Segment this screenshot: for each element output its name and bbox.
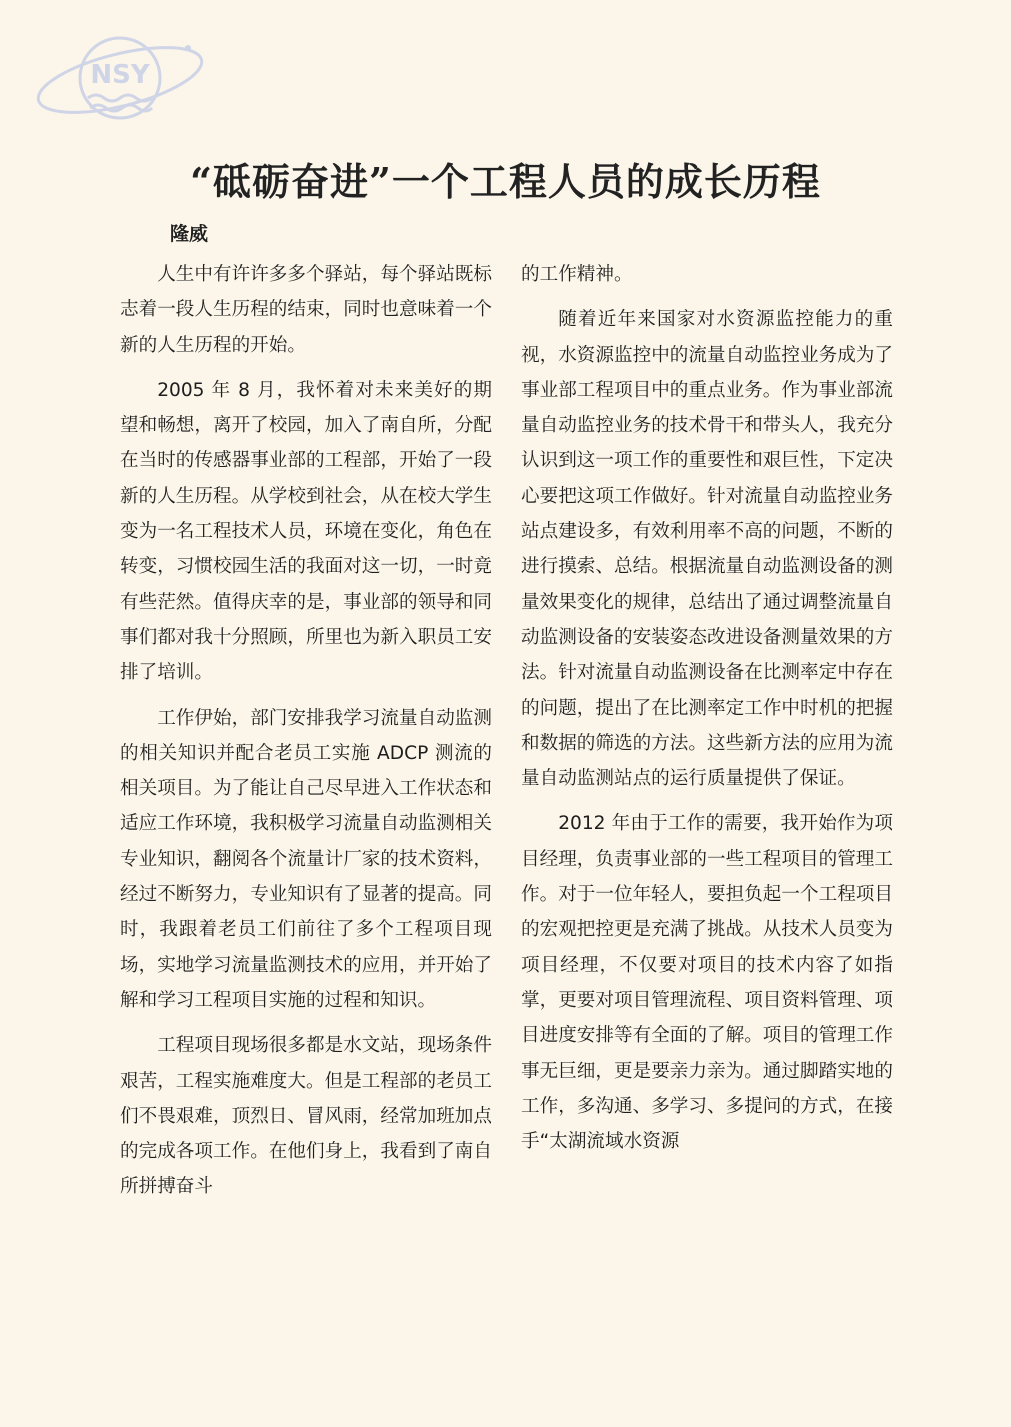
paragraph: 2005 年 8 月，我怀着对未来美好的期望和畅想，离开了校园，加入了南自所，分配在当时的传感器事业部的工程部，开始了一段新的人生历程。从学校到社会，从在校大学生变为一名工程技术人员，环境在变化，角色在转变，习惯校园生活的我面对这一切，一时竟有些茫然。值得庆幸的是，事业部的领导和同事们都对我十分照顾，所里也为新入职员工安排了培训。: [120, 379, 492, 684]
paragraph: 工作伊始，部门安排我学习流量自动监测的相关知识并配合老员工实施 ADCP 测流的相关项目。为了能让自己尽早进入工作状态和适应工作环境，我积极学习流量自动监测相关专业知识，翻阅各个流量计厂家的技术资料，经过不断努力，专业知识有了显著的提高。同时，我跟着老员工们前往了多个工程项目现场，实地学习流量监测技术的应用，并开始了解和学习工程项目实施的过程和知识。: [120, 707, 492, 1011]
paragraph: 2012 年由于工作的需要，我开始作为项目经理，负责事业部的一些工程项目的管理工作。对于一位年轻人，要担负起一个工程项目的宏观把控更是充满了挑战。从技术人员变为项目经理，不仅要对项目的技术内容了如指掌，更要对项目管理流程、项目资料管理、项目进度安排等有全面的了解。项目的管理工作事无巨细，更是要亲力亲为。通过脚踏实地的工作，多沟通、多学习、多提问的方式，在接手“太湖流域水资源: [521, 813, 893, 1153]
right-column: [521, 257, 893, 1169]
paragraph-continued: 的工作精神。: [521, 264, 633, 285]
paragraph: 随着近年来国家对水资源监控能力的重视，水资源监控中的流量自动监控业务成为了事业部工程项目中的重点业务。作为事业部流量自动监控业务的技术骨干和带头人，我充分认识到这一项工作的重要性和艰巨性，下定决心要把这项工作做好。针对流量自动监控业务站点建设多，有效利用率不高的问题，不断的进行摸索、总结。根据流量自动监测设备的测量效果变化的规律，总结出了通过调整流量自动监测设备的安装姿态改进设备测量效果的方法。针对流量自动监测设备在比测率定中存在的问题，提出了在比测率定工作中时机的把握和数据的筛选的方法。这些新方法的应用为流量自动监测站点的运行质量提供了保证。: [521, 309, 893, 790]
left-column: [120, 257, 492, 1215]
article-title: “砥砺奋进”一个工程人员的成长历程: [190, 159, 821, 204]
svg-text:NSY: NSY: [90, 60, 150, 90]
paragraph: 工程项目现场很多都是水文站，现场条件艰苦，工程实施难度大。但是工程部的老员工们不畏艰难，顶烈日、冒风雨，经常加班加点的完成各项工作。在他们身上，我看到了南自所拼搏奋斗: [120, 1035, 492, 1198]
paragraph: 人生中有许许多多个驿站，每个驿站既标志着一段人生历程的结束，同时也意味着一个新的人生历程的开始。: [120, 264, 492, 356]
author-name: 隆威: [170, 223, 209, 245]
nsy-logo: [30, 28, 210, 128]
